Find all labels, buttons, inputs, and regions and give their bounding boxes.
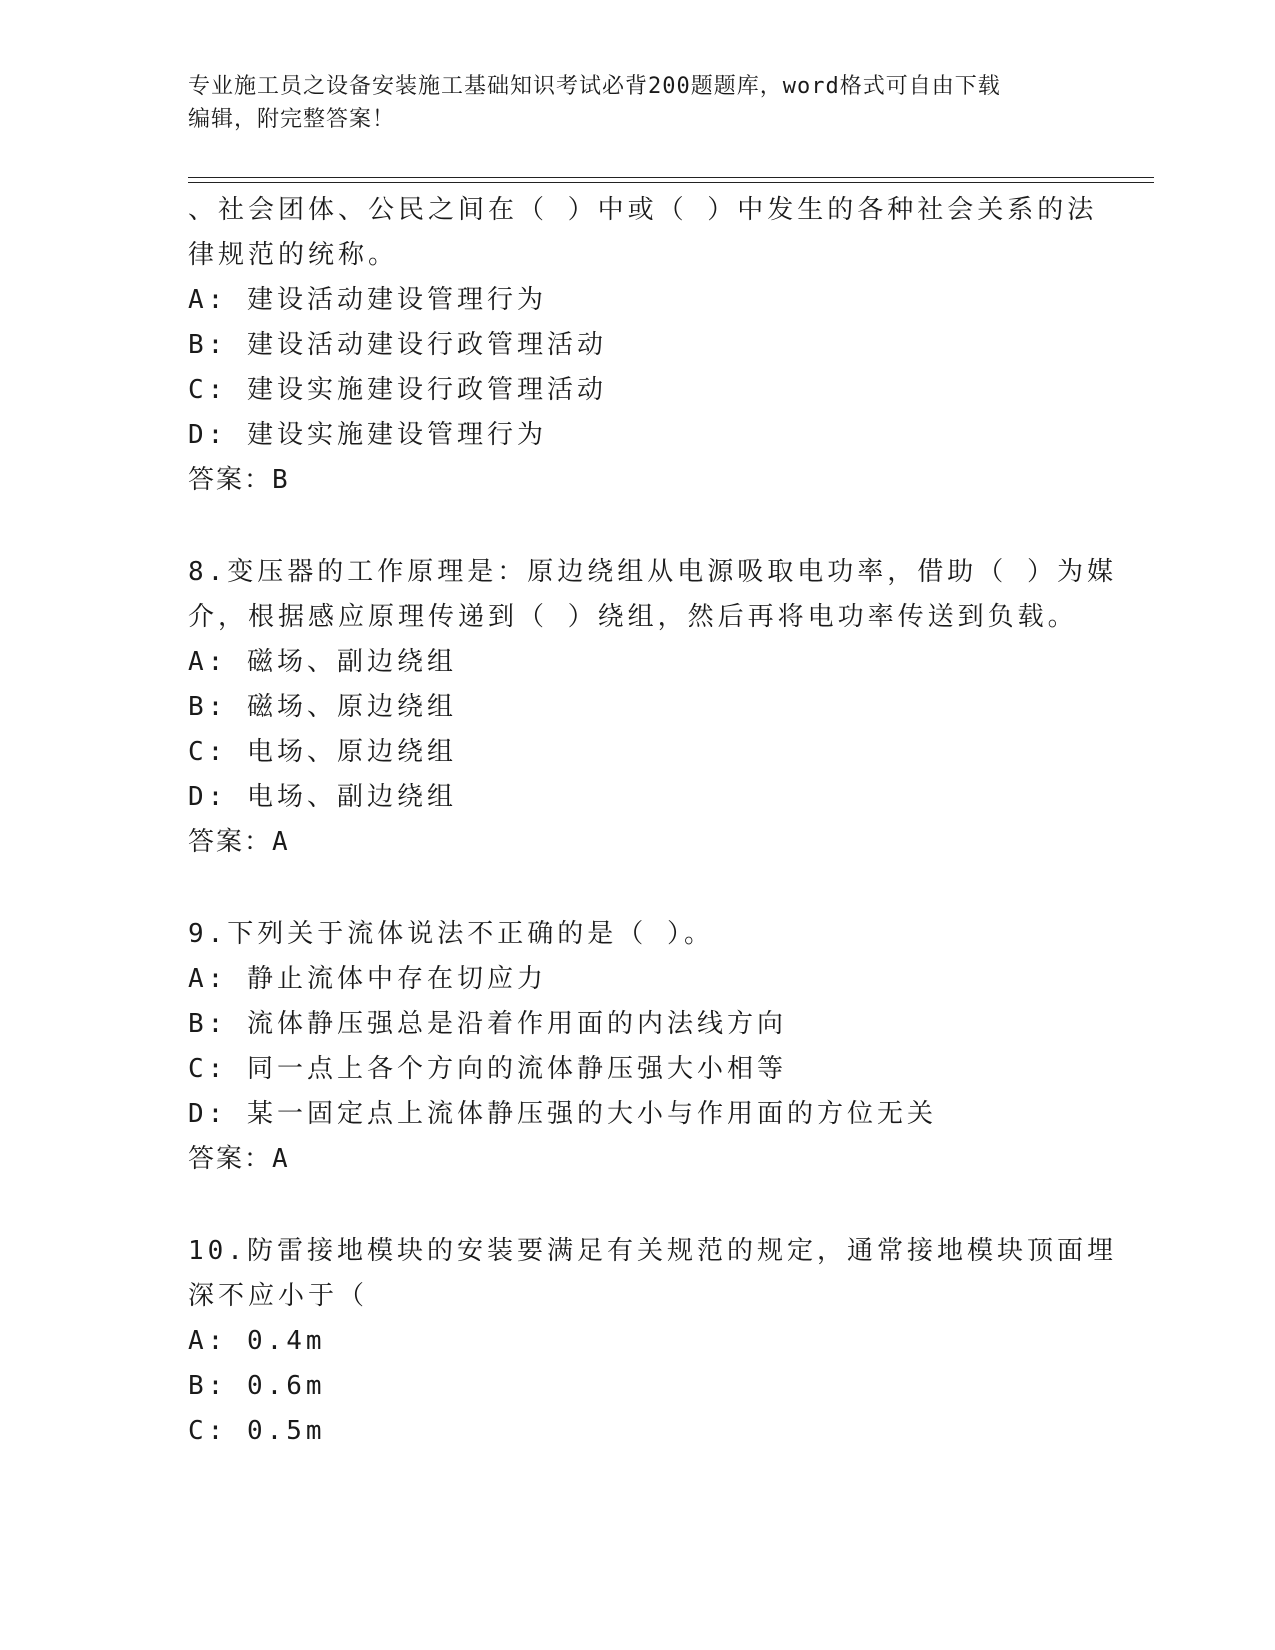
header-divider-top — [188, 177, 1154, 178]
option-c: C: 电场、原边绕组 — [188, 737, 457, 767]
option-b: B: 建设活动建设行政管理活动 — [188, 330, 607, 360]
question-10 — [188, 1229, 1117, 1454]
answer-line: 答案：B — [188, 465, 290, 495]
option-a: A: 建设活动建设管理行为 — [188, 285, 547, 315]
option-a: A: 磁场、副边绕组 — [188, 647, 457, 677]
question-stem: 介，根据感应原理传递到（ ）绕组，然后再将电功率传送到负载。 — [188, 602, 1078, 632]
question-stem: 9.下列关于流体说法不正确的是（ ）。 — [188, 919, 714, 949]
option-d: D: 某一固定点上流体静压强的大小与作用面的方位无关 — [188, 1099, 937, 1129]
question-list — [188, 188, 1117, 1454]
question-7 — [188, 188, 1098, 503]
question-8 — [188, 550, 1117, 865]
question-stem: 律规范的统称。 — [188, 240, 399, 270]
header-line-1: 专业施工员之设备安装施工基础知识考试必背200题题库，word格式可自由下载 — [188, 74, 1001, 99]
answer-line: 答案：A — [188, 1144, 290, 1174]
answer-line: 答案：A — [188, 827, 290, 857]
header-divider-bottom — [188, 182, 1154, 183]
question-stem: 深不应小于（ — [188, 1281, 369, 1311]
option-c: C: 建设实施建设行政管理活动 — [188, 375, 607, 405]
option-a: A: 0.4m — [188, 1326, 326, 1356]
question-stem: 8.变压器的工作原理是：原边绕组从电源吸取电功率，借助（ ）为媒 — [188, 557, 1117, 587]
question-stem: 、社会团体、公民之间在（ ）中或（ ）中发生的各种社会关系的法 — [188, 195, 1098, 225]
option-b: B: 流体静压强总是沿着作用面的内法线方向 — [188, 1009, 787, 1039]
header-line-2: 编辑，附完整答案！ — [188, 107, 396, 132]
option-b: B: 0.6m — [188, 1371, 326, 1401]
option-a: A: 静止流体中存在切应力 — [188, 964, 547, 994]
option-c: C: 0.5m — [188, 1416, 326, 1446]
option-d: D: 电场、副边绕组 — [188, 782, 457, 812]
option-d: D: 建设实施建设管理行为 — [188, 420, 547, 450]
question-stem: 10.防雷接地模块的安装要满足有关规范的规定，通常接地模块顶面埋 — [188, 1236, 1117, 1266]
question-9 — [188, 912, 1088, 1182]
option-c: C: 同一点上各个方向的流体静压强大小相等 — [188, 1054, 787, 1084]
document-header — [188, 70, 1068, 136]
option-b: B: 磁场、原边绕组 — [188, 692, 457, 722]
